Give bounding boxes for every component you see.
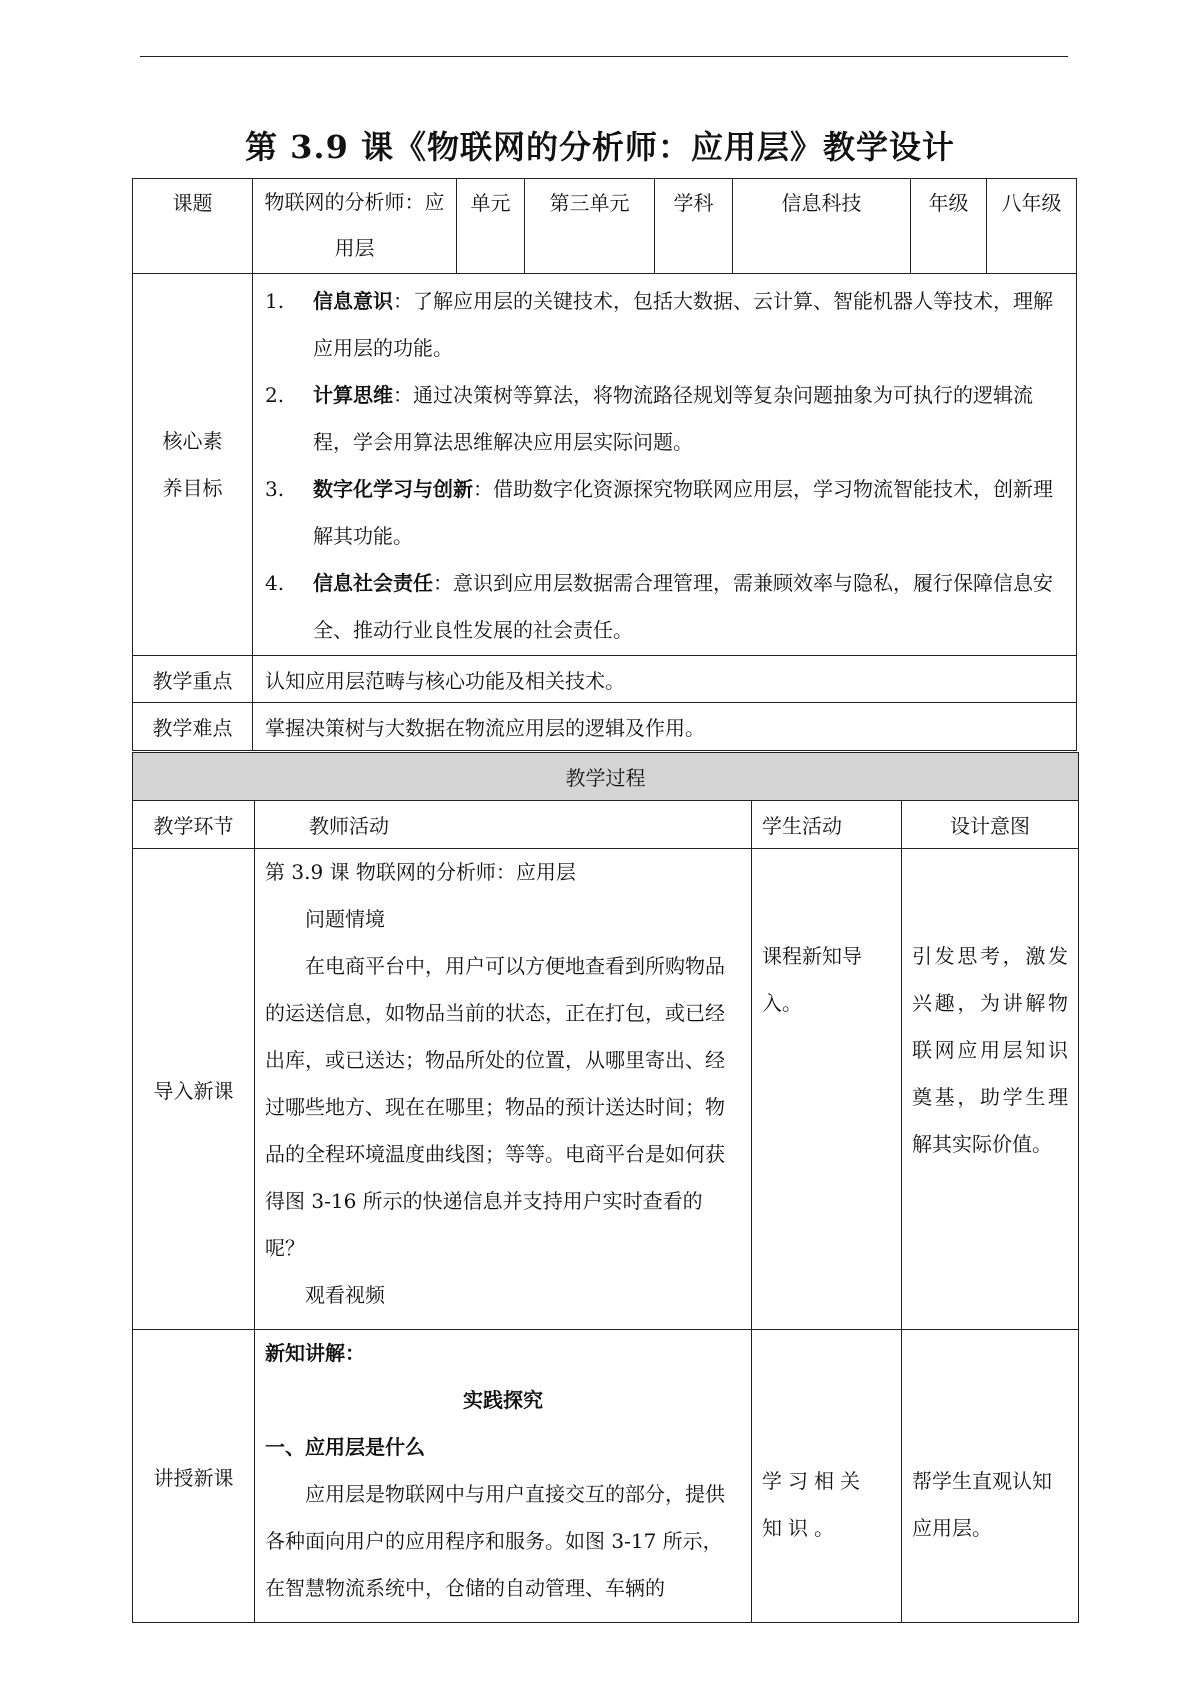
goal-number: 4. [265,571,285,595]
teach-heading: 新知讲解： [265,1341,365,1365]
intent-text: 引发思考，激发兴趣，为讲解物联网应用层知识奠基，助学生理解其实际价值。 [912,944,1068,1156]
goal-item [253,466,1076,560]
goal-text: ：了解应用层的关键技术，包括大数据、云计算、智能机器人等技术，理解应用层的功能。 [313,289,1053,360]
unit-label: 单元 [457,179,525,274]
student-activity-teach [752,1330,902,1623]
process-header: 教学过程 [133,753,1079,801]
student-text: 课程新知导入。 [762,944,862,1015]
goal-text: ：意识到应用层数据需合理管理，需兼顾效率与隐私，履行保障信息安全、推动行业良性发展的社会责任。 [313,571,1053,642]
intent-teach [902,1330,1079,1623]
student-activity-intro [752,849,902,1330]
subject-label: 学科 [655,179,733,274]
goal-number: 2. [265,383,285,407]
teacher-activity-teach [255,1330,752,1623]
goals-label: 核心素养目标 [133,274,253,656]
column-stage: 教学环节 [133,801,255,849]
goal-heading: 计算思维 [313,383,393,407]
topic-value: 物联网的分析师：应用层 [253,179,457,274]
topic-label: 课题 [133,179,253,274]
info-table [132,178,1077,751]
goals-list [253,274,1077,656]
goal-text: ：通过决策树等算法，将物流路径规划等复杂问题抽象为可执行的逻辑流程，学会用算法思维解决应用层实际问题。 [313,383,1033,454]
stage-intro: 导入新课 [133,849,255,1330]
goal-heading: 数字化学习与创新 [313,477,473,501]
goal-heading: 信息意识 [313,289,393,313]
goal-heading: 信息社会责任 [313,571,433,595]
key-point-text: 认知应用层范畴与核心功能及相关技术。 [253,656,1077,703]
grade-label: 年级 [911,179,987,274]
unit-value: 第三单元 [525,179,655,274]
key-point-label: 教学重点 [133,656,253,703]
intent-text: 帮学生直观认知应用层。 [912,1469,1052,1540]
video-note: 观看视频 [305,1283,385,1307]
goal-number: 1. [265,289,285,313]
difficulty-text: 掌握决策树与大数据在物流应用层的逻辑及作用。 [253,703,1077,751]
teach-text: 应用层是物联网中与用户直接交互的部分，提供各种面向用户的应用程序和服务。如图 3-17 所示，在智慧物流系统中，仓储的自动管理、车辆的 [265,1482,725,1600]
context-text: 在电商平台中，用户可以方便地查看到所购物品的运送信息，如物品当前的状态，正在打包，或已经出库，或已送达；物品所处的位置，从哪里寄出、经过哪些地方、现在在哪里；物品的预计送达时间；物品的全程环境温度曲线图；等等。电商平台是如何获得图 3-16 所示的快递信息并支持用户实时查看的呢？ [265,954,725,1260]
process-table [132,752,1079,1623]
subject-value: 信息科技 [733,179,911,274]
difficulty-label: 教学难点 [133,703,253,751]
student-text: 学习相关知识。 [762,1469,866,1540]
column-intent: 设计意图 [902,801,1079,849]
goal-item [253,278,1076,372]
goal-item [253,560,1076,654]
goal-number: 3. [265,477,285,501]
teach-section: 一、应用层是什么 [265,1435,425,1459]
page-title: 第 3.9 课《物联网的分析师：应用层》教学设计 [245,128,955,166]
teach-sub: 实践探究 [463,1388,543,1412]
lesson-title: 第 3.9 课 物联网的分析师：应用层 [265,860,576,884]
header-rule [140,56,1068,57]
goal-item [253,372,1076,466]
column-teacher: 教师活动 [255,801,752,849]
goal-text: ：借助数字化资源探究物联网应用层，学习物流智能技术，创新理解其功能。 [313,477,1053,548]
teacher-activity-intro [255,849,752,1330]
column-student: 学生活动 [752,801,902,849]
intent-intro [902,849,1079,1330]
stage-teach: 讲授新课 [133,1330,255,1623]
grade-value: 八年级 [987,179,1077,274]
context-title: 问题情境 [305,907,385,931]
